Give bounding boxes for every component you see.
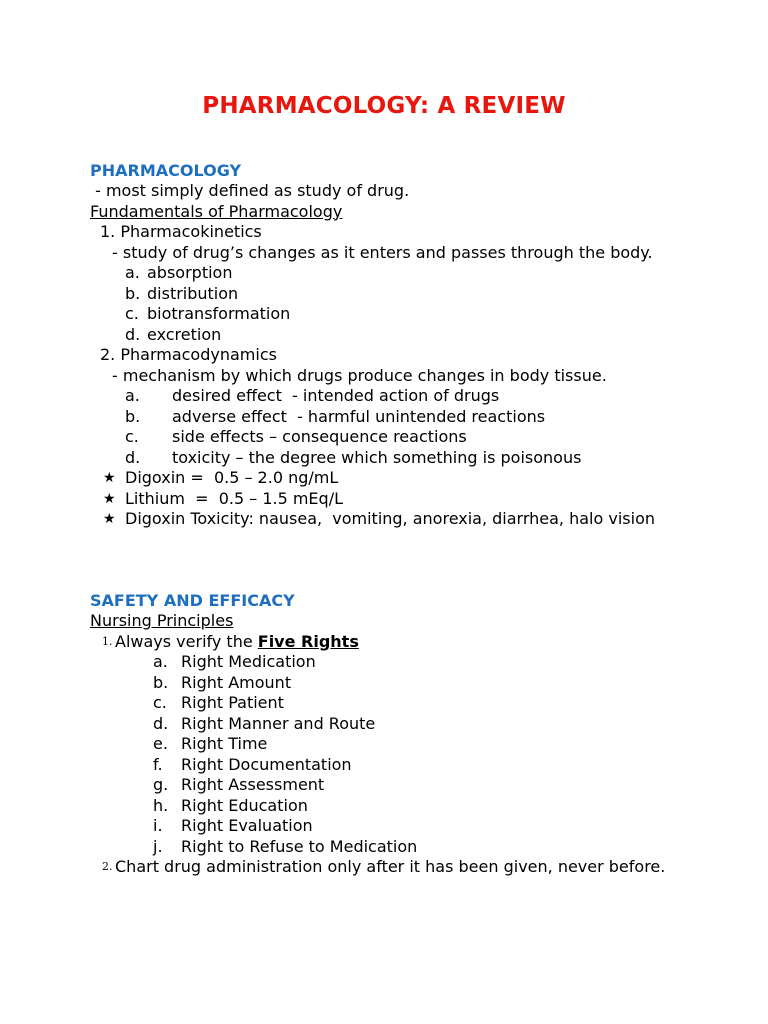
pharmacodynamics-list [90, 386, 710, 468]
list-marker: a. [125, 386, 140, 405]
list-item-text: biotransformation [147, 304, 291, 323]
list-item [90, 816, 710, 837]
list-item-text: Right to Refuse to Medication [181, 836, 418, 856]
pharmacokinetics-list [90, 263, 710, 345]
list-item [90, 407, 710, 428]
list-marker: f. [153, 754, 163, 774]
note-item [90, 468, 710, 489]
pharmacology-section [90, 160, 710, 530]
list-marker: i. [153, 816, 163, 835]
list-marker: j. [153, 836, 163, 856]
star-icon: ★ [103, 490, 116, 507]
list-item-text: adverse effect - harmful unintended reactions [172, 406, 546, 426]
note-text: Digoxin = 0.5 – 2.0 ng/mL [125, 468, 339, 487]
list-item-text: distribution [147, 283, 239, 303]
fundamentals-heading: Fundamentals of Pharmacology [90, 201, 343, 221]
list-marker: g. [153, 775, 169, 794]
list-item-text: excretion [147, 324, 222, 344]
list-item [90, 714, 710, 735]
list-marker: b. [153, 672, 169, 692]
five-rights-list [90, 652, 710, 857]
list-item [90, 284, 710, 305]
list-marker: a. [125, 263, 140, 282]
note-text: Digoxin Toxicity: nausea, vomiting, anorexia, diarrhea, halo vision [125, 509, 655, 528]
list-item [90, 734, 710, 755]
list-marker: d. [125, 447, 141, 467]
list-marker: h. [153, 795, 169, 815]
list-item [90, 263, 710, 284]
list-item [90, 325, 710, 346]
list-item-text: desired effect - intended action of drugs [172, 386, 500, 405]
pharmacodynamics-title: 2. Pharmacodynamics [100, 345, 277, 364]
principle-number: 2. [102, 860, 113, 873]
list-item-text: side effects – consequence reactions [172, 427, 467, 446]
pharmacokinetics-title: 1. Pharmacokinetics [100, 222, 262, 241]
list-item-text: Right Amount [181, 672, 292, 692]
principle-1 [90, 632, 710, 653]
list-item [90, 837, 710, 858]
list-item [90, 427, 710, 448]
principle-1-prefix: Always verify the [115, 631, 258, 651]
pharmacokinetics-definition: - study of drug’s changes as it enters and passes through the body. [112, 242, 653, 262]
pharmacology-definition: - most simply defined as study of drug. [90, 181, 410, 200]
list-item [90, 386, 710, 407]
list-marker: b. [125, 283, 141, 303]
list-item-text: Right Evaluation [181, 816, 313, 835]
list-marker: c. [125, 304, 139, 323]
list-item-text: Right Time [181, 734, 268, 753]
note-item [90, 489, 710, 510]
principle-text [115, 632, 710, 653]
list-item-text: toxicity – the degree which something is poisonous [172, 447, 582, 467]
five-rights-emphasis: Five Rights [257, 631, 359, 651]
list-item-text: Right Medication [181, 652, 316, 671]
list-item [90, 673, 710, 694]
list-marker: c. [125, 427, 139, 446]
list-item-text: absorption [147, 263, 233, 282]
list-item [90, 755, 710, 776]
star-icon: ★ [103, 511, 116, 527]
page-title: PHARMACOLOGY: A REVIEW [202, 93, 566, 119]
list-marker: d. [153, 713, 169, 733]
list-marker: a. [153, 652, 168, 671]
principle-text: Chart drug administration only after it has been given, never before. [115, 857, 666, 876]
reference-notes [90, 468, 710, 530]
list-item [90, 693, 710, 714]
note-text: Lithium = 0.5 – 1.5 mEq/L [125, 488, 343, 508]
list-item-text: Right Assessment [181, 775, 325, 794]
list-item [90, 304, 710, 325]
pharmacology-heading: PHARMACOLOGY [90, 161, 242, 180]
list-item-text: Right Manner and Route [181, 713, 376, 733]
list-marker: d. [125, 324, 141, 344]
nursing-principles-heading: Nursing Principles [90, 611, 234, 630]
list-item [90, 796, 710, 817]
list-item-text: Right Education [181, 795, 308, 815]
principle-number: 1. [102, 634, 113, 648]
principle-2 [90, 857, 670, 878]
star-icon: ★ [103, 470, 116, 486]
list-item [90, 775, 710, 796]
list-marker: b. [125, 406, 141, 426]
note-item [90, 509, 675, 530]
list-item [90, 448, 710, 469]
list-item-text: Right Patient [181, 693, 284, 712]
list-marker: e. [153, 734, 168, 753]
safety-heading: SAFETY AND EFFICACY [90, 591, 295, 610]
pharmacodynamics-definition: - mechanism by which drugs produce changes in body tissue. [112, 365, 607, 385]
list-item [90, 652, 710, 673]
list-marker: c. [153, 693, 167, 712]
list-item-text: Right Documentation [181, 754, 352, 774]
safety-section [90, 590, 710, 878]
